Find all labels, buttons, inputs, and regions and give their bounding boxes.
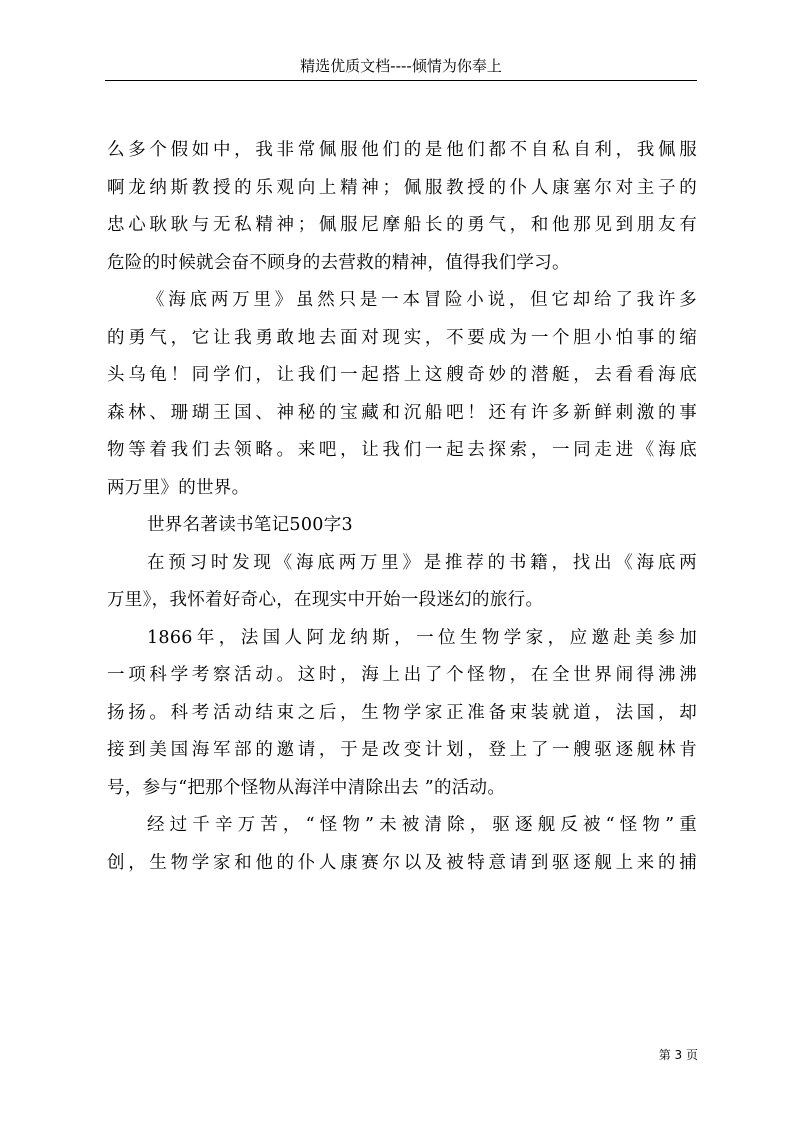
paragraph-line: 《海底两万里》虽然只是一本冒险小说，但它却给了我许多 <box>147 290 697 310</box>
paragraph-line: 扬扬。科考活动结束之后，生物学家正准备束装就道，法国，却 <box>107 702 697 723</box>
paragraph-line: 头乌龟！同学们，让我们一起搭上这艘奇妙的潜艇，去看看海底 <box>107 365 697 385</box>
paragraph-line: 的勇气，它让我勇敢地去面对现实，不要成为一个胆小怕事的缩 <box>107 327 697 348</box>
paragraph-line: 危险的时候就会奋不顾身的去营救的精神，值得我们学习。 <box>107 252 570 273</box>
paragraph-line: 经过千辛万苦，“怪物”未被清除，驱逐舰反被“怪物”重 <box>147 815 697 835</box>
document-body <box>107 132 697 882</box>
paragraph-line: 啊龙纳斯教授的乐观向上精神；佩服教授的仆人康塞尔对主子的 <box>107 177 697 198</box>
paragraph-line: 物等着我们去领略。来吧，让我们一起去探索，一同走进《海底 <box>107 440 697 460</box>
section-heading: 世界名著读书笔记500字3 <box>147 515 353 535</box>
paragraph-line: 一项科学考察活动。这时，海上出了个怪物，在全世界闹得沸沸 <box>107 665 697 685</box>
paragraph-line: 1866年，法国人阿龙纳斯，一位生物学家，应邀赴美参加 <box>147 627 697 648</box>
paragraph-line: 创，生物学家和他的仆人康赛尔以及被特意请到驱逐舰上来的捕 <box>107 852 697 873</box>
paragraph-line: 森林、珊瑚王国、神秘的宝藏和沉船吧！还有许多新鲜刺激的事 <box>107 402 697 423</box>
page-number: 第 3 页 <box>658 1048 698 1062</box>
paragraph-line: 忠心耿耿与无私精神；佩服尼摩船长的勇气，和他那见到朋友有 <box>107 215 697 235</box>
paragraph-line: 万里》，我怀着好奇心，在现实中开始一段迷幻的旅行。 <box>107 590 544 610</box>
paragraph-line: 么多个假如中，我非常佩服他们的是他们都不自私自利，我佩服 <box>107 140 697 160</box>
paragraph-line: 号，参与“把那个怪物从海洋中清除出去 ”的活动。 <box>107 777 506 798</box>
paragraph-line: 两万里》的世界。 <box>107 477 250 498</box>
paragraph-line: 在预习时发现《海底两万里》是推荐的书籍，找出《海底两 <box>147 552 697 573</box>
page-header: 精选优质文档----倾情为你奉上 <box>105 54 697 81</box>
paragraph-line: 接到美国海军部的邀请，于是改变计划，登上了一艘驱逐舰林肯 <box>107 740 697 760</box>
